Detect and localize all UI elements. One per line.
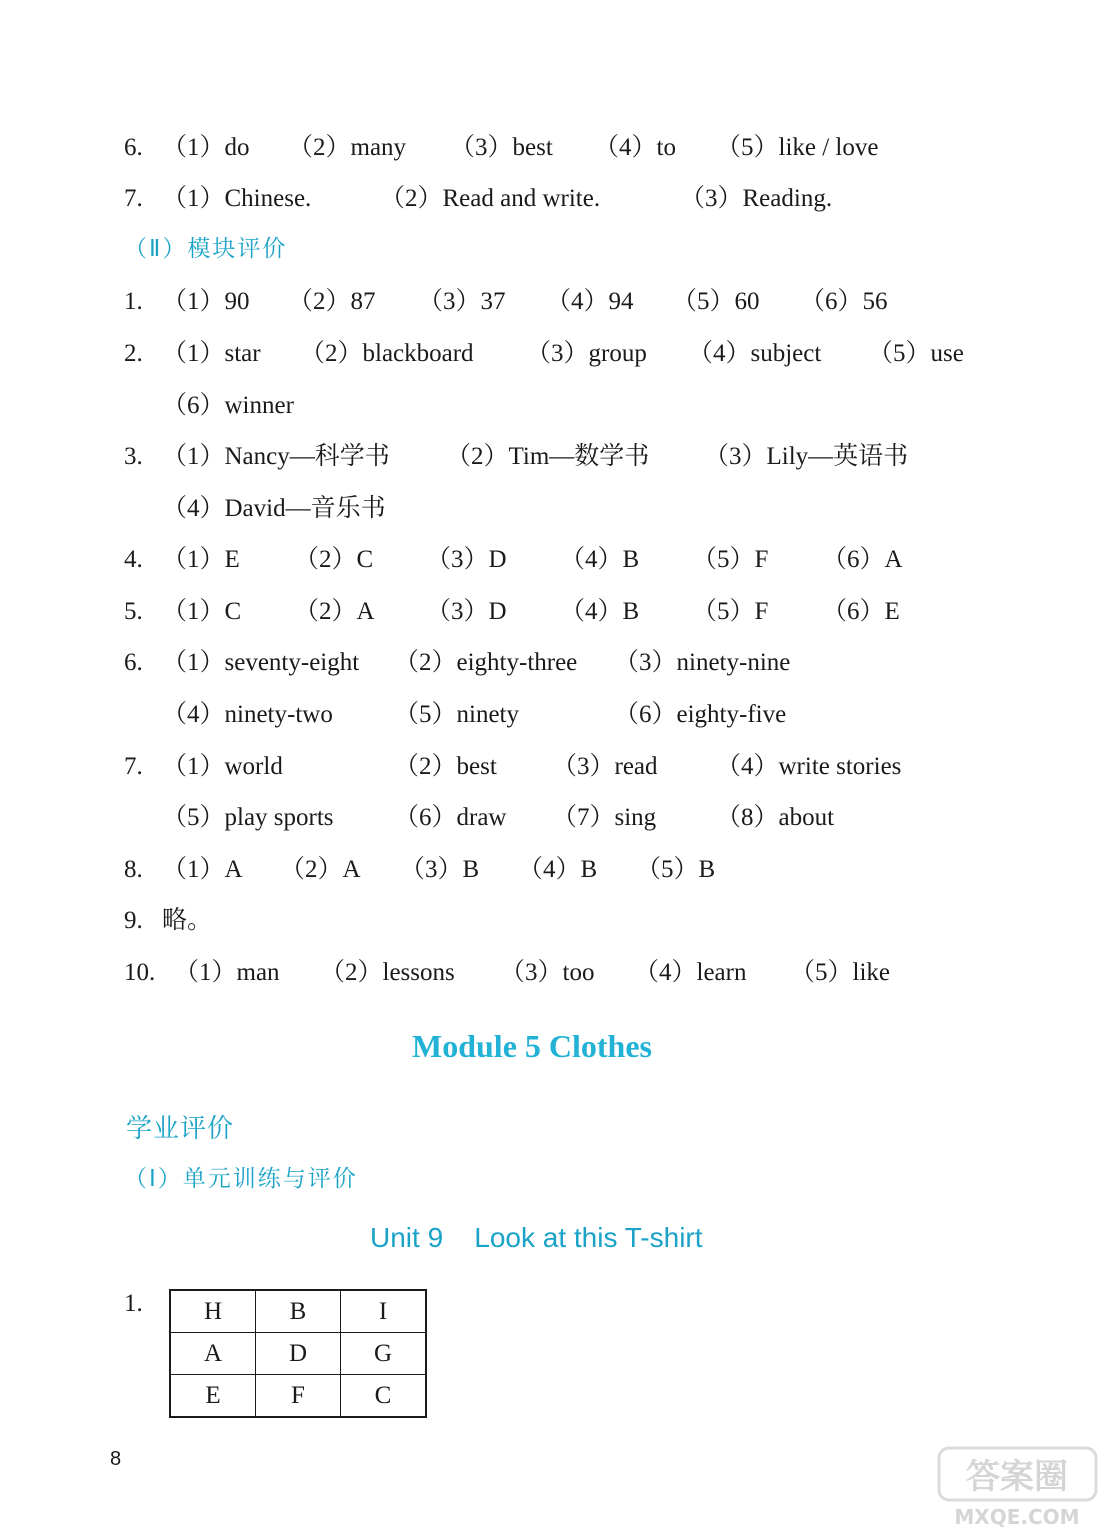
answer-item: （1）E	[162, 546, 240, 573]
answer-item: 略。	[162, 907, 213, 934]
answer-item: （6）E	[822, 598, 900, 625]
answer-item: （1）Chinese.	[162, 185, 312, 212]
grid-cell: G	[341, 1333, 427, 1375]
answer-item: （4）94	[546, 288, 634, 315]
grid-cell: B	[256, 1290, 341, 1333]
grid-row	[170, 1375, 426, 1418]
answer-item: （5）60	[672, 288, 760, 315]
question-number: 10.	[124, 959, 156, 986]
answer-item: （3）37	[418, 288, 506, 315]
grid-row	[170, 1333, 426, 1375]
answer-item: （3）read	[552, 753, 658, 780]
answer-item: （6）A	[822, 546, 903, 573]
answer-item: （3）Reading.	[680, 185, 833, 212]
answer-item: （4）B	[518, 856, 598, 883]
question-number: 7.	[124, 185, 143, 212]
grid-cell: C	[341, 1375, 427, 1418]
answer-item: （8）about	[716, 804, 835, 831]
answer-item: （2）eighty-three	[394, 649, 578, 676]
question-number: 1.	[124, 1290, 143, 1317]
answer-item: （4）learn	[634, 959, 747, 986]
svg-text:MXQE.COM: MXQE.COM	[954, 1505, 1080, 1529]
question-number: 4.	[124, 546, 143, 573]
answer-item: （3）too	[500, 959, 595, 986]
watermark-logo	[935, 1442, 1100, 1530]
question-number: 1.	[124, 288, 143, 315]
answer-item: （2）best	[394, 753, 497, 780]
answer-item: （2）Tim—数学书	[446, 443, 650, 470]
unit-title: Unit 9 Look at this T-shirt	[370, 1222, 703, 1253]
answer-item: （3）D	[426, 546, 507, 573]
question-number: 9.	[124, 907, 143, 934]
question-number: 6.	[124, 134, 143, 161]
answer-item: （7）sing	[552, 804, 657, 831]
answer-item: （4）write stories	[716, 753, 902, 780]
answer-item: （1）seventy-eight	[162, 649, 360, 676]
answer-item: （4）B	[560, 546, 640, 573]
answer-grid	[169, 1289, 427, 1418]
answer-item: （4）David—音乐书	[162, 495, 386, 522]
question-number: 3.	[124, 443, 143, 470]
answer-item: （4）to	[594, 134, 676, 161]
answer-item: （1）star	[162, 340, 261, 367]
question-number: 7.	[124, 753, 143, 780]
answer-item: （2）Read and write.	[380, 185, 601, 212]
answer-item: （1）90	[162, 288, 250, 315]
page-number: 8	[110, 1448, 122, 1470]
answer-item: （2）lessons	[320, 959, 455, 986]
watermark-icon	[935, 1442, 1100, 1530]
answer-item: （1）man	[174, 959, 280, 986]
answer-item: （6）winner	[162, 392, 294, 419]
answer-item: （4）B	[560, 598, 640, 625]
answer-item: （3）B	[400, 856, 480, 883]
answer-item: （2）many	[288, 134, 407, 161]
answer-item: （4）ninety-two	[162, 701, 333, 728]
answer-item: （5）play sports	[162, 804, 334, 831]
answer-item: （5）like / love	[716, 134, 879, 161]
answer-item: （1）A	[162, 856, 243, 883]
answer-item: （3）Lily—英语书	[704, 443, 909, 470]
answer-item: （2）A	[280, 856, 361, 883]
answer-item: （5）B	[636, 856, 716, 883]
answer-item: （5）F	[692, 598, 769, 625]
answer-item: （3）best	[450, 134, 553, 161]
answer-item: （5）F	[692, 546, 769, 573]
svg-text:答案圈: 答案圈	[966, 1457, 1068, 1497]
answer-item: （2）A	[294, 598, 375, 625]
answer-item: （5）use	[868, 340, 964, 367]
answer-item: （1）C	[162, 598, 242, 625]
question-number: 5.	[124, 598, 143, 625]
section-heading-unit-training: （Ⅰ）单元训练与评价	[124, 1166, 358, 1192]
grid-cell: E	[170, 1375, 256, 1418]
answer-item: （3）ninety-nine	[614, 649, 791, 676]
answer-item: （1）Nancy—科学书	[162, 443, 390, 470]
grid-cell: I	[341, 1290, 427, 1333]
question-number: 2.	[124, 340, 143, 367]
answer-item: （4）subject	[688, 340, 822, 367]
answer-item: （2）87	[288, 288, 376, 315]
answer-item: （2）blackboard	[300, 340, 474, 367]
grid-cell: D	[256, 1333, 341, 1375]
answer-item: （5）ninety	[394, 701, 519, 728]
answer-item: （6）56	[800, 288, 888, 315]
grid-row	[170, 1290, 426, 1333]
question-number: 6.	[124, 649, 143, 676]
grid-cell: A	[170, 1333, 256, 1375]
answer-item: （1）world	[162, 753, 283, 780]
question-number: 8.	[124, 856, 143, 883]
academic-evaluation-heading: 学业评价	[126, 1114, 235, 1144]
answer-item: （3）D	[426, 598, 507, 625]
answer-item: （3）group	[526, 340, 647, 367]
section-heading-text: （Ⅱ）模块评价	[124, 236, 288, 262]
answer-item: （6）eighty-five	[614, 701, 787, 728]
grid-cell: H	[170, 1290, 256, 1333]
answer-item: （1）do	[162, 134, 250, 161]
answer-item: （2）C	[294, 546, 374, 573]
module-title: Module 5 Clothes	[412, 1028, 652, 1064]
answer-item: （6）draw	[394, 804, 507, 831]
answer-item: （5）like	[790, 959, 890, 986]
grid-cell: F	[256, 1375, 341, 1418]
